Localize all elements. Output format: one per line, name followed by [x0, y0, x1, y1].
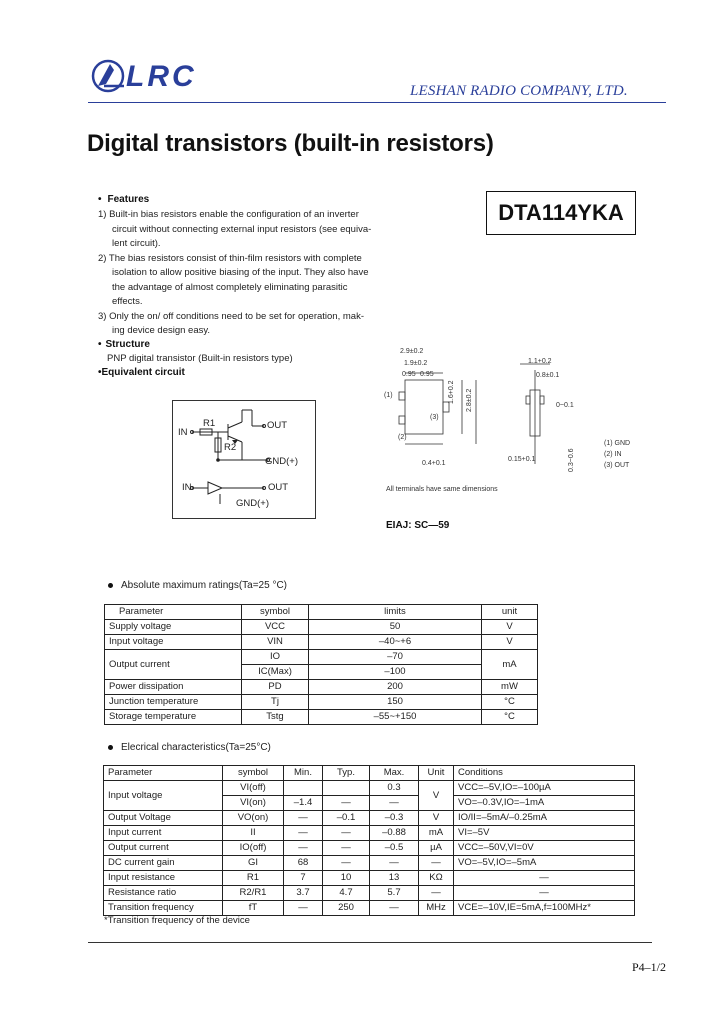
table-row [104, 826, 635, 841]
table-header-row [104, 766, 635, 781]
circuit-label-r2: R2 [224, 442, 237, 453]
pin-label: (1) [384, 392, 393, 399]
cell: Input voltage [104, 781, 223, 811]
cell: V [482, 620, 538, 635]
cell: VO(on) [223, 811, 284, 826]
features-heading [98, 194, 149, 205]
table-row [105, 635, 538, 650]
cell: Input voltage [105, 635, 242, 650]
cell: –100 [309, 665, 482, 680]
abs-max-heading [108, 579, 287, 594]
package-note: All terminals have same dimensions [386, 486, 498, 493]
cell: — [454, 871, 635, 886]
elec-heading [108, 741, 271, 756]
cell: 7 [284, 871, 323, 886]
table-row [105, 710, 538, 725]
dim-label: 2.8±0.2 [466, 388, 473, 412]
structure-heading-text: Structure [105, 339, 150, 350]
structure-heading [98, 339, 150, 350]
cell: — [323, 796, 370, 811]
col-header: Typ. [323, 766, 370, 781]
cell: fT [223, 901, 284, 916]
cell: — [284, 901, 323, 916]
circuit-label-gnd: GND(+) [265, 456, 298, 467]
part-number: DTA114YKA [486, 191, 636, 235]
abs-max-table [104, 604, 538, 725]
cell: –55~+150 [309, 710, 482, 725]
cell: 200 [309, 680, 482, 695]
cell: — [284, 826, 323, 841]
cell: — [370, 901, 419, 916]
page-title: Digital transistors (built-in resistors) [87, 130, 494, 157]
dim-label: 1.9±0.2 [404, 360, 428, 367]
dim-label: 1.1+0.2 [528, 358, 552, 365]
table-row [104, 841, 635, 856]
cell: Transition frequency [104, 901, 223, 916]
cell: PD [242, 680, 309, 695]
header-rule [88, 102, 666, 103]
feature-line: the advantage of almost completely eliminating parasitic [112, 281, 348, 293]
elec-bullet [108, 745, 113, 750]
cell: °C [482, 695, 538, 710]
cell: 0.3 [370, 781, 419, 796]
feature-line: 2) The bias resistors consist of thin-film resistors with complete [98, 252, 362, 264]
circuit-label-out: OUT [267, 420, 288, 431]
cell: IC(Max) [242, 665, 309, 680]
cell: VI=–5V [454, 826, 635, 841]
dim-label: 0~0.1 [556, 402, 574, 409]
cell: mA [419, 826, 454, 841]
dim-label: 0.15+0.1 [508, 456, 536, 463]
cell: — [323, 856, 370, 871]
cell: 68 [284, 856, 323, 871]
feature-line: lent circuit). [112, 238, 161, 249]
structure-text: PNP digital transistor (Built-in resistors type) [107, 353, 293, 364]
cell: Output current [104, 841, 223, 856]
pin-label: (2) [398, 434, 407, 441]
cell: Supply voltage [105, 620, 242, 635]
cell: R2/R1 [223, 886, 284, 901]
dim-label: 1.6+0.2 [448, 380, 455, 404]
cell: –40~+6 [309, 635, 482, 650]
circuit-label-in: IN [178, 427, 188, 438]
eiaj-code: EIAJ: SC—59 [386, 520, 450, 531]
cell: 5.7 [370, 886, 419, 901]
cell: — [284, 841, 323, 856]
cell: — [419, 886, 454, 901]
cell: II [223, 826, 284, 841]
pin-name: (1) GND [604, 440, 631, 447]
footer-rule [88, 942, 652, 943]
pin-name: (3) OUT [604, 462, 630, 469]
col-header: Parameter [105, 605, 242, 620]
pin-name: (2) IN [604, 451, 622, 458]
feature-line: 1) Built-in bias resistors enable the configuration of an inverter [98, 209, 359, 220]
pin-label: (3) [430, 414, 439, 421]
cell: mA [482, 650, 538, 680]
cell: KΩ [419, 871, 454, 886]
feature-line: ing device design easy. [112, 325, 211, 336]
cell: Power dissipation [105, 680, 242, 695]
cell: V [482, 635, 538, 650]
cell: VCC=–50V,VI=0V [454, 841, 635, 856]
cell: °C [482, 710, 538, 725]
cell [323, 781, 370, 796]
cell: Input resistance [104, 871, 223, 886]
features-heading-text: Features [107, 194, 150, 205]
abs-max-bullet [108, 583, 113, 588]
cell: mW [482, 680, 538, 695]
structure-bullet: • [98, 339, 102, 350]
cell: –0.88 [370, 826, 419, 841]
col-header: symbol [223, 766, 284, 781]
col-header: Max. [370, 766, 419, 781]
equivalent-circuit-heading: •Equivalent circuit [98, 367, 185, 378]
col-header: Parameter [104, 766, 223, 781]
cell: Output current [105, 650, 242, 680]
circuit-label-gnd2: GND(+) [236, 498, 269, 509]
table-row [104, 781, 635, 796]
cell: VCC [242, 620, 309, 635]
cell: R1 [223, 871, 284, 886]
cell: VO=–5V,IO=–5mA [454, 856, 635, 871]
cell: 50 [309, 620, 482, 635]
table-row [104, 886, 635, 901]
cell: Storage temperature [105, 710, 242, 725]
col-header: Unit [419, 766, 454, 781]
feature-line: isolation to allow positive biasing of the input. They also have [112, 267, 369, 278]
circuit-label-out2: OUT [268, 482, 289, 493]
cell: IO(off) [223, 841, 284, 856]
dim-label: 0.95 [402, 371, 416, 378]
elec-heading-text: Elecrical characteristics(Ta=25°C) [121, 742, 271, 753]
features-list [98, 208, 388, 339]
cell: 10 [323, 871, 370, 886]
cell: –0.1 [323, 811, 370, 826]
cell: 150 [309, 695, 482, 710]
dim-label: 0.4+0.1 [422, 460, 446, 467]
cell: VI(off) [223, 781, 284, 796]
cell: Junction temperature [105, 695, 242, 710]
cell: 3.7 [284, 886, 323, 901]
cell: IO/II=–5mA/–0.25mA [454, 811, 635, 826]
cell: — [370, 856, 419, 871]
cell: Output Voltage [104, 811, 223, 826]
table-row [105, 620, 538, 635]
cell: V [419, 811, 454, 826]
table-row [104, 811, 635, 826]
cell: Input current [104, 826, 223, 841]
circuit-label-in2: IN [182, 482, 192, 493]
col-header: Conditions [454, 766, 635, 781]
col-header: Min. [284, 766, 323, 781]
cell: IO [242, 650, 309, 665]
cell: Tstg [242, 710, 309, 725]
dim-label: 2.9±0.2 [400, 348, 424, 355]
circuit-label-r1: R1 [203, 418, 216, 429]
logo-text: LRC [126, 60, 197, 93]
elec-footnote: *Transition frequency of the device [104, 915, 250, 926]
cell: DC current gain [104, 856, 223, 871]
cell: VCC=–5V,IO=–100µA [454, 781, 635, 796]
cell: 250 [323, 901, 370, 916]
cell: µA [419, 841, 454, 856]
table-row [104, 856, 635, 871]
dim-label: 0.95 [420, 371, 434, 378]
cell: — [419, 856, 454, 871]
col-header: symbol [242, 605, 309, 620]
cell: VI(on) [223, 796, 284, 811]
cell: 13 [370, 871, 419, 886]
company-name: LESHAN RADIO COMPANY, LTD. [410, 83, 628, 99]
feature-line: effects. [112, 296, 143, 307]
page-number: P4–1/2 [632, 960, 667, 974]
features-bullet: • [98, 194, 102, 205]
cell: –70 [309, 650, 482, 665]
cell: Tj [242, 695, 309, 710]
cell [284, 781, 323, 796]
col-header: limits [309, 605, 482, 620]
table-row [105, 695, 538, 710]
cell: –1.4 [284, 796, 323, 811]
dim-label: 0.3~0.6 [568, 448, 575, 472]
cell: VIN [242, 635, 309, 650]
cell: — [323, 841, 370, 856]
cell: VO=–0.3V,IO=–1mA [454, 796, 635, 811]
cell: Resistance ratio [104, 886, 223, 901]
cell: V [419, 781, 454, 811]
table-row [105, 650, 538, 665]
table-row [104, 871, 635, 886]
feature-line: 3) Only the on/ off conditions need to be set for operation, mak- [98, 310, 364, 322]
cell: MHz [419, 901, 454, 916]
cell: GI [223, 856, 284, 871]
feature-line: circuit without connecting external input resistors (see equiva- [112, 223, 372, 235]
cell: — [284, 811, 323, 826]
cell: 4.7 [323, 886, 370, 901]
cell: –0.3 [370, 811, 419, 826]
cell: — [370, 796, 419, 811]
cell: — [323, 826, 370, 841]
abs-max-heading-text: Absolute maximum ratings(Ta=25 °C) [121, 580, 288, 591]
elec-table [103, 765, 635, 916]
cell: — [454, 886, 635, 901]
cell: –0.5 [370, 841, 419, 856]
col-header: unit [482, 605, 538, 620]
table-header-row [105, 605, 538, 620]
table-row [105, 680, 538, 695]
cell: VCE=–10V,IE=5mA,f=100MHz* [454, 901, 635, 916]
dim-label: 0.8±0.1 [536, 372, 560, 379]
